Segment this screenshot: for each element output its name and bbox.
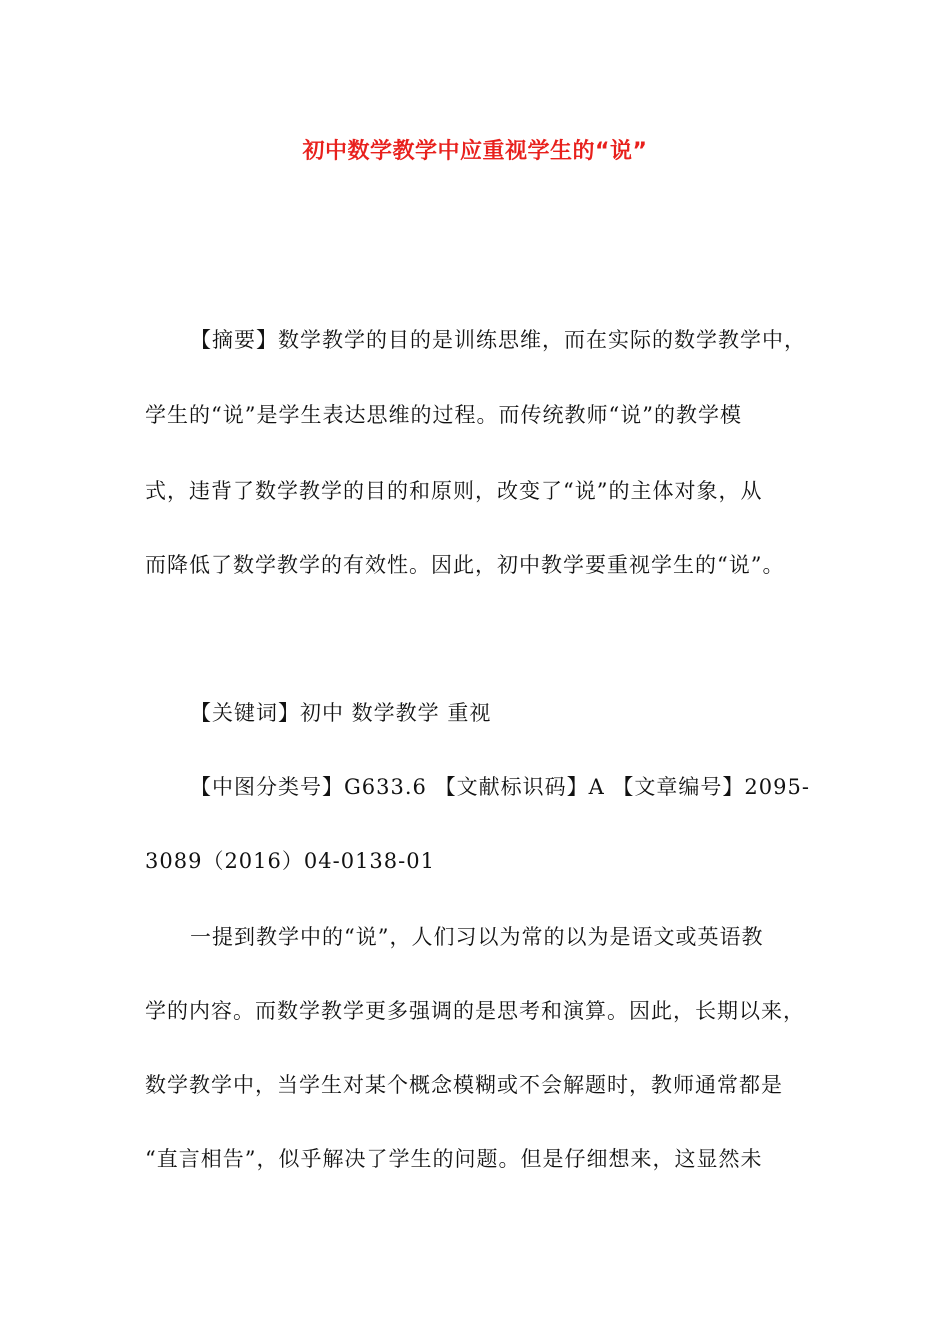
body-line: 一提到教学中的“说”，人们习以为常的以为是语文或英语教	[190, 925, 764, 949]
keywords-line: 【关键词】初中 数学教学 重视	[190, 701, 492, 725]
body-line: “直言相告”，似乎解决了学生的问题。但是仔细想来，这显然未	[145, 1147, 763, 1171]
classification-line: 3089（2016）04-0138-01	[145, 849, 435, 873]
classification-line: 【中图分类号】G633.6 【文献标识码】A 【文章编号】2095-	[190, 775, 810, 799]
document-title: 初中数学教学中应重视学生的“说”	[302, 139, 648, 164]
abstract-line: 学生的“说”是学生表达思维的过程。而传统教师“说”的教学模	[145, 403, 742, 427]
body-line: 数学教学中，当学生对某个概念模糊或不会解题时，教师通常都是	[145, 1073, 783, 1097]
abstract-line: 而降低了数学教学的有效性。因此，初中教学要重视学生的“说”。	[145, 553, 785, 577]
abstract-line: 【摘要】数学教学的目的是训练思维，而在实际的数学教学中，	[190, 328, 806, 352]
body-line: 学的内容。而数学教学更多强调的是思考和演算。因此，长期以来，	[145, 999, 805, 1023]
abstract-line: 式，违背了数学教学的目的和原则，改变了“说”的主体对象，从	[145, 479, 763, 503]
